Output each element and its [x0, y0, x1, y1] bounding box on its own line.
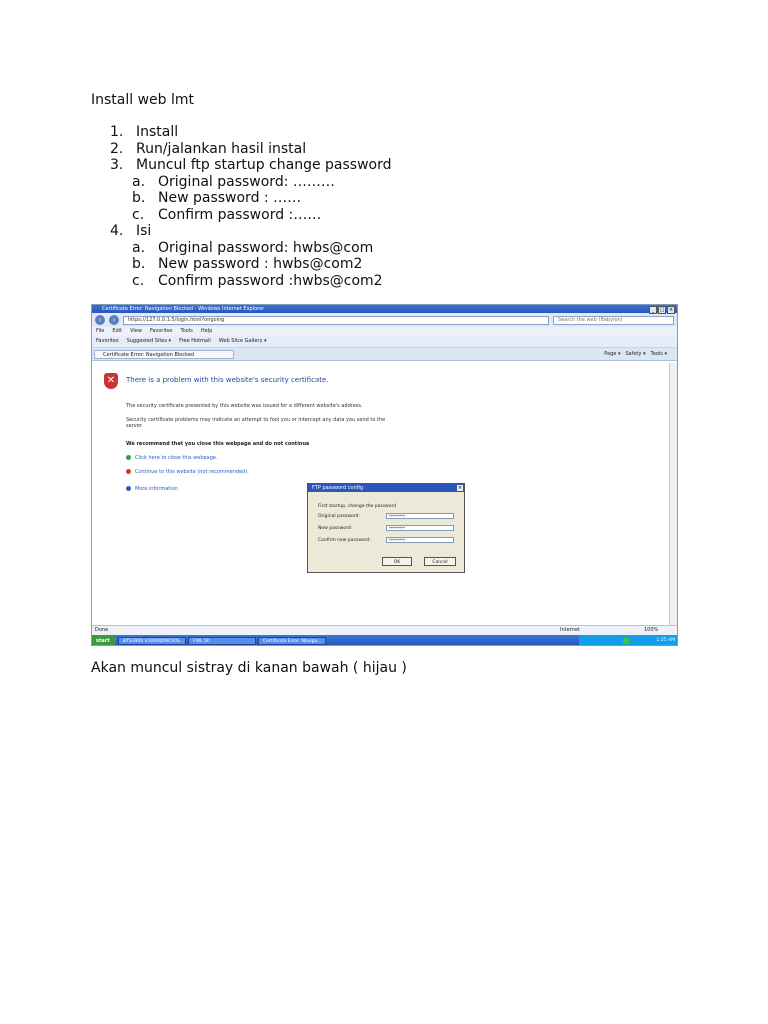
sub-item: c. Confirm password :hwbs@com2 [132, 272, 383, 289]
maximize-icon[interactable]: □ [659, 307, 665, 313]
zoom-level[interactable]: 100% [644, 627, 659, 633]
cancel-button[interactable]: Cancel [424, 557, 456, 566]
menu-bar [92, 327, 677, 336]
fav-suggested-sites[interactable]: Suggested Sites ▾ [126, 338, 172, 344]
sub-item: a. Original password: hwbs@com [132, 239, 374, 256]
dialog-heading: First startup, change the password [318, 504, 397, 509]
back-icon[interactable]: ‹ [95, 315, 105, 325]
document-title: Install web lmt [91, 92, 195, 108]
tab-bar [92, 348, 677, 361]
dialog-close-icon[interactable]: × [457, 485, 463, 491]
ftp-password-dialog [307, 483, 465, 573]
page-content [92, 363, 670, 625]
closing-note: Akan muncul sistray di kanan bawah ( hijau ) [91, 660, 407, 676]
task-bts-folder[interactable]: BTS3900 V100R009C00S... [118, 637, 186, 645]
clock: 1:25 AM [656, 638, 675, 643]
sub-item: a. Original password: ……… [132, 173, 335, 190]
sub-list [110, 240, 392, 290]
sub-list [110, 174, 392, 224]
menu-tools[interactable]: Tools [180, 328, 193, 334]
command-bar [604, 348, 667, 360]
step-item: 3. Muncul ftp startup change password a. Original password: ……… b. New password : …… c. Confirm password :…… [110, 157, 392, 223]
more-information-link[interactable]: More information [126, 486, 178, 492]
start-button[interactable]: start [92, 635, 116, 646]
error-warning: Security certificate problems may indicate an attempt to fool you or intercept any data you send to the server. [126, 417, 386, 429]
step-item: 1. Install [110, 124, 179, 140]
original-password-field[interactable]: ******** [386, 513, 454, 519]
embedded-screenshot [91, 304, 678, 646]
red-shield-icon [126, 469, 131, 474]
confirm-password-field[interactable]: ******** [386, 537, 454, 543]
security-zone: Internet [560, 627, 580, 633]
task-ie-window[interactable]: Certificate Error: Naviga... [258, 637, 326, 645]
sub-item: b. New password : …… [132, 190, 302, 206]
task-fwl[interactable]: FWL.5h [188, 637, 256, 645]
menu-file[interactable]: File [96, 328, 105, 334]
step-item: 4. Isi a. Original password: hwbs@com b. New password : hwbs@com2 c. Confirm password :hwbs@com2 [110, 223, 392, 289]
green-shield-icon [126, 455, 131, 460]
vertical-scrollbar[interactable] [669, 363, 677, 625]
dialog-titlebar [308, 484, 464, 492]
safety-menu[interactable]: Safety ▾ [625, 351, 646, 357]
recommendation-text: We recommend that you close this webpage and do not continue [126, 441, 310, 447]
search-input[interactable]: Search the web (Babylon) [553, 316, 674, 325]
page-menu[interactable]: Page ▾ [604, 351, 621, 357]
forward-icon[interactable]: › [109, 315, 119, 325]
address-bar [92, 313, 677, 327]
sub-item: c. Confirm password :…… [132, 206, 322, 223]
steps-list [110, 124, 392, 289]
fav-free-hotmail[interactable]: Free Hotmail [179, 338, 211, 344]
menu-view[interactable]: View [130, 328, 142, 334]
confirm-password-label: Confirm new password: [318, 538, 371, 543]
ok-button[interactable]: OK [382, 557, 412, 566]
step-item: 2. Run/jalankan hasil instal [110, 140, 307, 157]
new-password-label: New password: [318, 526, 353, 531]
url-input[interactable]: https://127.0.0.1:5/login.html?ongoing [123, 316, 549, 325]
error-description: The security certificate presented by this website was issued for a different website's address. [126, 403, 363, 409]
sub-item: b. New password : hwbs@com2 [132, 256, 363, 272]
window-title: Certificate Error: Navigation Blocked - Windows Internet Explorer [102, 306, 265, 312]
minimize-icon[interactable]: _ [649, 306, 657, 314]
status-text: Done [95, 627, 109, 633]
menu-edit[interactable]: Edit [112, 328, 123, 334]
continue-link[interactable]: Continue to this website (not recommended). [126, 469, 249, 475]
status-bar [92, 625, 678, 635]
tools-menu[interactable]: Tools ▾ [650, 351, 667, 357]
original-password-label: Original password: [318, 514, 360, 519]
system-tray [579, 635, 678, 646]
dialog-title: FTP password config [312, 485, 364, 491]
tab-certificate-error[interactable]: Certificate Error: Navigation Blocked [94, 350, 234, 359]
favorites-button[interactable]: Favorites [96, 338, 119, 344]
expand-icon [126, 486, 131, 491]
menu-help[interactable]: Help [200, 328, 213, 334]
lmt-tray-icon[interactable] [623, 638, 629, 644]
fav-web-slice[interactable]: Web Slice Gallery ▾ [218, 338, 267, 344]
window-controls [649, 306, 675, 314]
favorites-bar [92, 336, 677, 348]
window-titlebar [92, 305, 677, 313]
close-icon[interactable]: × [668, 307, 674, 313]
close-page-link[interactable]: Click here to close this webpage. [126, 455, 218, 461]
taskbar [92, 635, 678, 646]
error-title: There is a problem with this website's security certificate. [126, 376, 329, 384]
shield-error-icon: ✕ [104, 373, 118, 389]
new-password-field[interactable]: ******** [386, 525, 454, 531]
menu-favorites[interactable]: Favorites [149, 328, 173, 334]
